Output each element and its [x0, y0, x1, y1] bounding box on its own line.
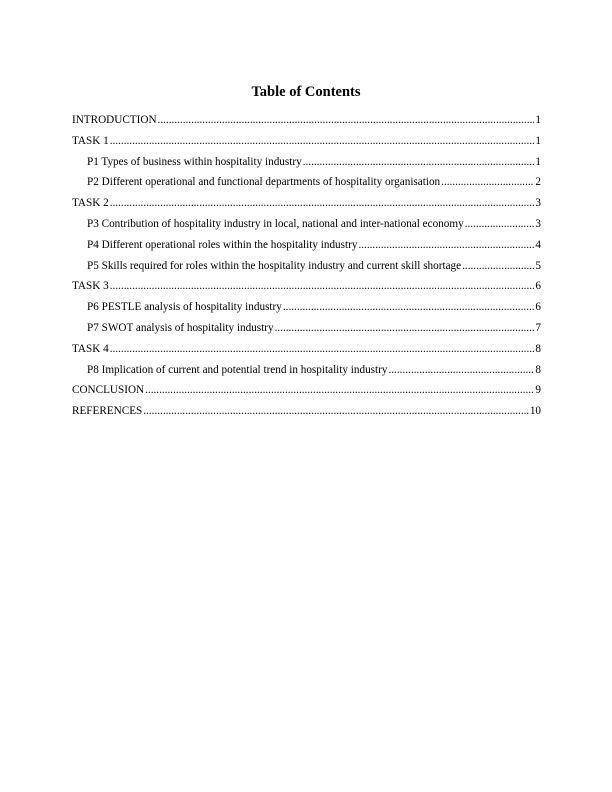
toc-title: Table of Contents: [251, 84, 361, 100]
dot-leader: [110, 133, 535, 149]
toc-page-number: 6: [535, 280, 541, 293]
toc-entry-p4[interactable]: [72, 237, 541, 258]
toc-page-number: 3: [535, 217, 541, 230]
toc-entry-label: P8 Implication of current and potential trend in hospitality industry: [87, 363, 388, 376]
toc-page-number: 4: [535, 238, 541, 251]
toc-entry-p3[interactable]: [72, 216, 541, 237]
toc-page-number: 8: [535, 342, 541, 355]
toc-page-number: 1: [535, 114, 541, 126]
toc-page-number: 9: [535, 384, 541, 397]
toc-page-number: 8: [535, 363, 541, 376]
dot-leader: [275, 320, 535, 336]
dot-leader: [110, 195, 535, 211]
toc-page-number: 1: [535, 134, 541, 147]
toc-page-number: 6: [535, 301, 541, 314]
toc-entry-p8[interactable]: [72, 362, 541, 383]
toc-entry-p5[interactable]: [72, 258, 541, 279]
toc-page-number: 2: [535, 176, 541, 189]
toc-page-number: 7: [535, 321, 541, 334]
toc-entry-p7[interactable]: [72, 320, 541, 341]
toc-entry-task-1[interactable]: [72, 133, 541, 154]
toc-entry-label: INTRODUCTION: [72, 114, 157, 126]
dot-leader: [441, 174, 534, 190]
dot-leader: [158, 112, 535, 128]
dot-leader: [465, 216, 535, 232]
toc-entry-label: P2 Different operational and functional departments of hospitality organisation: [87, 176, 441, 189]
toc-entry-label: TASK 4: [72, 342, 109, 355]
toc-entry-label: P7 SWOT analysis of hospitality industry: [87, 321, 274, 334]
dot-leader: [283, 299, 535, 315]
toc-entry-label: CONCLUSION: [72, 384, 145, 397]
toc-entry-label: P6 PESTLE analysis of hospitality industry: [87, 301, 282, 314]
toc-entry-label: TASK 3: [72, 280, 109, 293]
dot-leader: [388, 362, 534, 378]
toc-entry-label: P3 Contribution of hospitality industry in local, national and inter-national economy: [87, 217, 464, 230]
dot-leader: [303, 154, 535, 170]
toc-entry-task-2[interactable]: [72, 195, 541, 216]
toc-page-number: 3: [535, 197, 541, 210]
toc-list: [72, 112, 541, 424]
toc-entry-task-4[interactable]: [72, 341, 541, 362]
toc-entry-conclusion[interactable]: [72, 382, 541, 403]
dot-leader: [462, 258, 534, 274]
toc-page-number: 10: [529, 405, 541, 418]
toc-entry-introduction[interactable]: [72, 112, 541, 133]
toc-page-number: 1: [535, 155, 541, 168]
dot-leader: [143, 403, 529, 419]
toc-page-number: 5: [535, 259, 541, 272]
toc-entry-task-3[interactable]: [72, 278, 541, 299]
toc-entry-p1[interactable]: [72, 154, 541, 175]
toc-entry-label: TASK 1: [72, 134, 109, 147]
dot-leader: [110, 278, 535, 294]
toc-entry-references[interactable]: [72, 403, 541, 424]
dot-leader: [145, 382, 534, 398]
toc-entry-label: P4 Different operational roles within the hospitality industry: [87, 238, 358, 251]
toc-entry-label: P1 Types of business within hospitality industry: [87, 155, 302, 168]
toc-entry-p6[interactable]: [72, 299, 541, 320]
toc-entry-p2[interactable]: [72, 174, 541, 195]
toc-entry-label: P5 Skills required for roles within the hospitality industry and current skill shortage: [87, 259, 462, 272]
toc-entry-label: REFERENCES: [72, 405, 143, 418]
dot-leader: [110, 341, 535, 357]
toc-entry-label: TASK 2: [72, 197, 109, 210]
dot-leader: [358, 237, 534, 253]
